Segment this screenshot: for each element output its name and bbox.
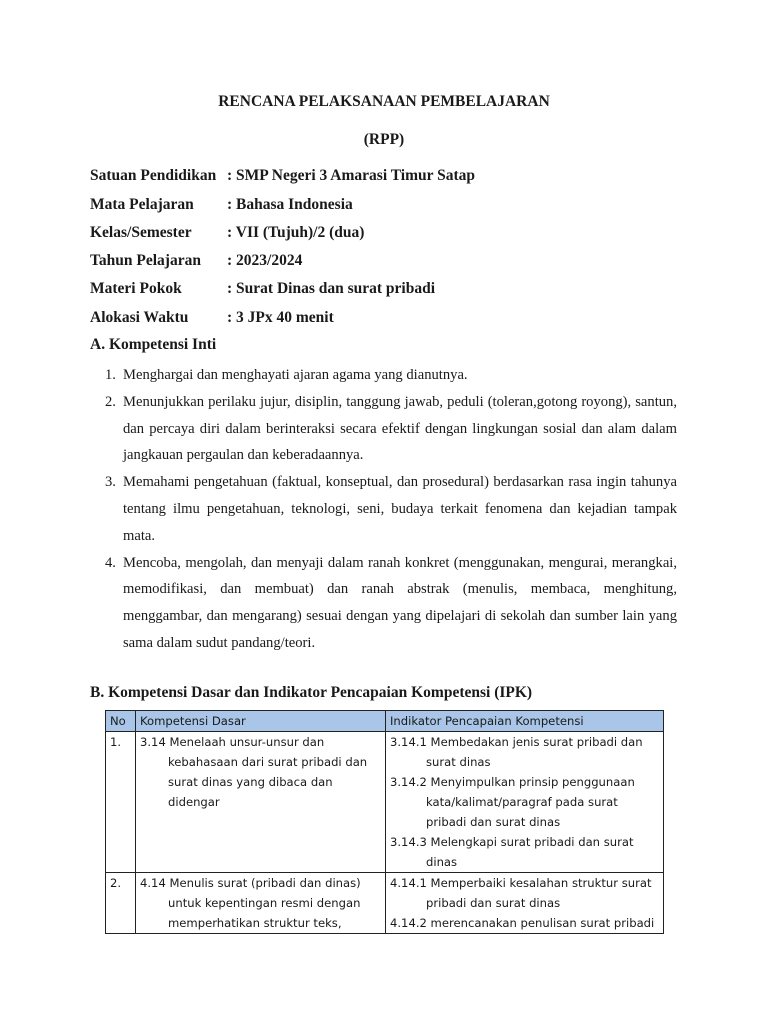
kompetensi-table <box>105 710 664 934</box>
list-item-text: Menunjukkan perilaku jujur, disiplin, tanggung jawab, peduli (toleran,gotong royong), santun, dan percaya diri dalam berinteraksi secara efektif dengan lingkungan sosial dan alam dalam jangkauan pergaulan dan keberadaannya. <box>123 393 677 464</box>
ipk-item: 4.14.1 Memperbaiki kesalahan struktur surat pribadi dan surat dinas <box>390 876 652 910</box>
ipk-item: 3.14.2 Menyimpulkan prinsip penggunaan kata/kalimat/paragraf pada surat pribadi dan surat dinas <box>390 775 635 829</box>
table-header-row <box>106 711 664 732</box>
section-a-heading: A. Kompetensi Inti <box>90 336 217 353</box>
ipk-cell <box>386 732 664 873</box>
identity-row <box>90 252 302 270</box>
identity-label: Mata Pelajaran <box>90 196 194 213</box>
column-header-kd: Kompetensi Dasar <box>136 711 386 732</box>
list-item <box>90 389 677 469</box>
identity-label: Tahun Pelajaran <box>90 252 201 269</box>
column-header-no: No <box>106 711 136 732</box>
list-item-number: 3. <box>105 474 116 491</box>
table-row <box>106 732 664 873</box>
row-number: 2. <box>106 873 136 934</box>
kd-text: 4.14 Menulis surat (pribadi dan dinas) untuk kepentingan resmi dengan memperhatikan struktur teks, <box>140 876 361 930</box>
kompetensi-inti-list <box>90 362 677 657</box>
list-item <box>90 469 677 549</box>
list-item-number: 2. <box>105 393 116 410</box>
list-item-number: 1. <box>105 367 116 383</box>
table-row <box>106 873 664 934</box>
section-b-heading: B. Kompetensi Dasar dan Indikator Pencapaian Kompetensi (IPK) <box>90 684 533 701</box>
kd-text: 3.14 Menelaah unsur-unsur dan kebahasaan dari surat pribadi dan surat dinas yang dibaca dan didengar <box>140 735 368 809</box>
column-header-ipk: Indikator Pencapaian Kompetensi <box>386 711 664 732</box>
row-number: 1. <box>106 732 136 873</box>
identity-value: : 2023/2024 <box>227 252 303 269</box>
identity-row <box>90 224 364 242</box>
identity-label: Satuan Pendidikan <box>90 167 217 184</box>
identity-value: : SMP Negeri 3 Amarasi Timur Satap <box>227 167 475 184</box>
ipk-item: 4.14.2 merencanakan penulisan surat pribadi <box>390 916 655 930</box>
identity-value: : Bahasa Indonesia <box>227 196 353 213</box>
document-title: RENCANA PELAKSANAAN PEMBELAJARAN <box>218 93 550 110</box>
kd-cell <box>136 732 386 873</box>
identity-value: : VII (Tujuh)/2 (dua) <box>227 224 365 241</box>
list-item <box>90 362 677 389</box>
document-subtitle: (RPP) <box>363 131 405 148</box>
list-item-number: 4. <box>105 554 116 571</box>
ipk-item: 3.14.3 Melengkapi surat pribadi dan surat dinas <box>390 835 634 869</box>
identity-row <box>90 196 353 214</box>
ipk-item: 3.14.1 Membedakan jenis surat pribadi dan surat dinas <box>390 735 643 769</box>
list-item-text: Mencoba, mengolah, dan menyaji dalam ranah konkret (menggunakan, mengurai, merangkai, memodifikasi, dan membuat) dan ranah abstrak (menulis, membaca, menghitung, menggambar, dan mengarang) sesuai dengan yang dipelajari di sekolah dan sumber lain yang sama dalam sudut pandang/teori. <box>123 554 677 651</box>
identity-label: Alokasi Waktu <box>90 309 189 326</box>
identity-row <box>90 167 475 185</box>
identity-label: Kelas/Semester <box>90 224 192 241</box>
list-item-text: Menghargai dan menghayati ajaran agama yang dianutnya. <box>123 367 468 383</box>
ipk-cell <box>386 873 664 934</box>
list-item-text: Memahami pengetahuan (faktual, konseptual, dan prosedural) berdasarkan rasa ingin tahunya tentang ilmu pengetahuan, teknologi, seni, budaya terkait fenomena dan kejadian tampak mata. <box>123 474 677 544</box>
list-item <box>90 550 677 657</box>
kd-cell <box>136 873 386 934</box>
identity-row <box>90 309 334 327</box>
identity-row <box>90 280 435 298</box>
identity-label: Materi Pokok <box>90 280 182 297</box>
identity-value: : Surat Dinas dan surat pribadi <box>227 280 436 297</box>
identity-value: : 3 JPx 40 menit <box>227 309 334 326</box>
